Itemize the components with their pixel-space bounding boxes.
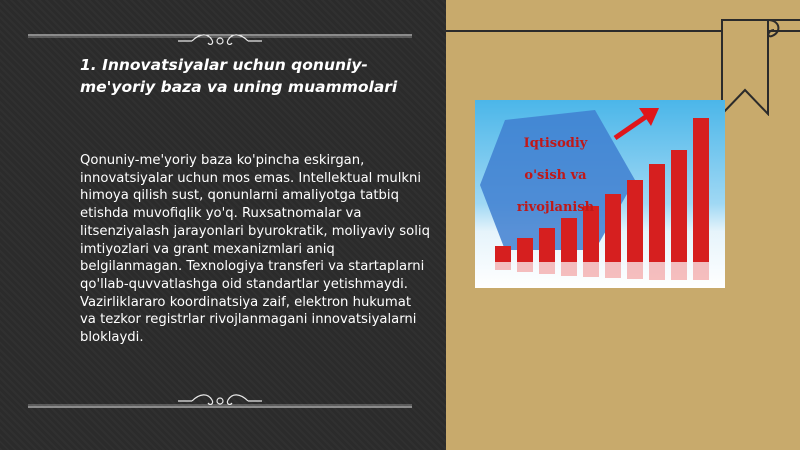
caption-line: o'sish va	[524, 168, 587, 183]
caption-line: rivojlanish	[516, 200, 595, 215]
slide-body-text: Qonuniy-me'yoriy baza ko'pincha eskirgan, innovatsiyalar uchun mos emas. Intellektual mulkni himoya qilish sust, qonunlarni amaliyotga tatbiq etishda muvofiqlik yo'q. Ruxsatnomalar va litsenziyalash jarayonlari byurokratik, moliyaviy soliq imtiyozlari va grant mexanizmlari aniq belgilanmagan. Texnologiya transferi va startaplarni qo'llab-quvvatlashga oid standartlar yetishmaydi. Vazirliklararo koordinatsiya zaif, elektron hukumat va tezkor registrlar rivojlanmagani innovatsiyalarni bloklaydi.	[80, 153, 430, 346]
bookmark-ribbon-icon	[720, 18, 800, 116]
caption-line: Iqtisodiy	[523, 136, 588, 151]
ornament-divider-icon	[28, 391, 412, 411]
growth-chart-image	[475, 100, 725, 288]
image-caption	[483, 128, 628, 224]
ornament-divider-icon	[28, 31, 412, 51]
slide-title: 1. Innovatsiyalar uchun qonuniy-me'yoriy baza va uning muammolari	[80, 56, 398, 96]
